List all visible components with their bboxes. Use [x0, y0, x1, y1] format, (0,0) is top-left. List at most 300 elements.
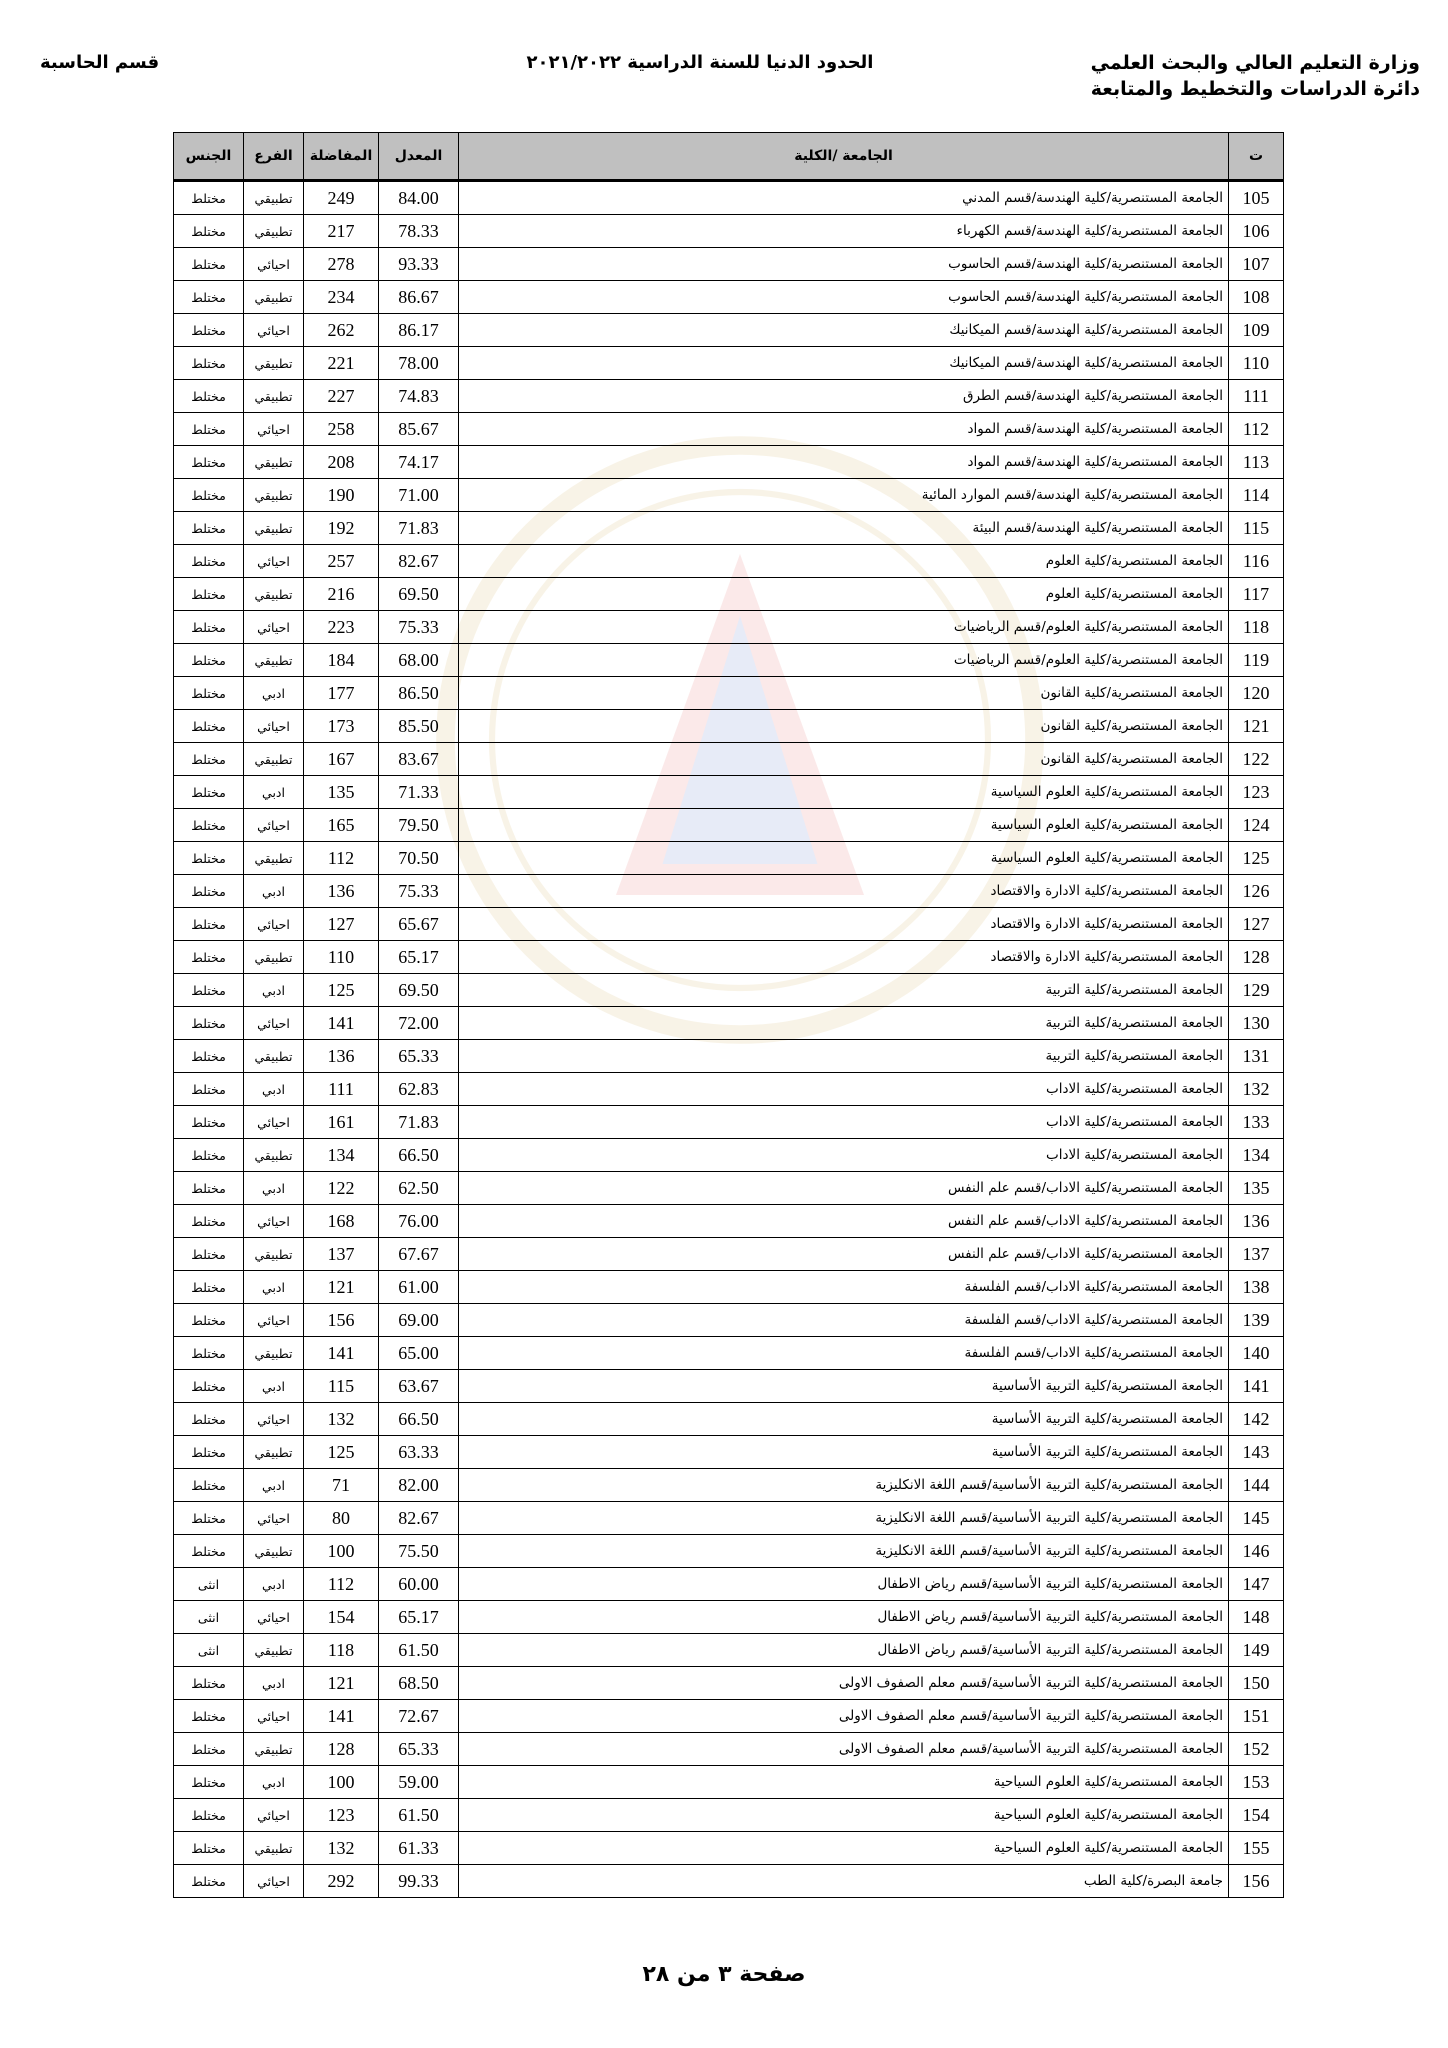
row-gender: مختلط	[174, 908, 244, 941]
row-university: الجامعة المستنصرية/كلية التربية الأساسية	[459, 1403, 1229, 1436]
admissions-table-wrapper	[173, 132, 1283, 1898]
row-university: الجامعة المستنصرية/كلية التربية	[459, 974, 1229, 1007]
row-index: 141	[1229, 1370, 1284, 1403]
row-index: 105	[1229, 181, 1284, 215]
row-preference: 223	[304, 611, 379, 644]
table-row	[174, 347, 1284, 380]
row-branch: تطبيقي	[244, 941, 304, 974]
table-row	[174, 710, 1284, 743]
row-university: الجامعة المستنصرية/كلية التربية	[459, 1007, 1229, 1040]
row-index: 132	[1229, 1073, 1284, 1106]
row-index: 111	[1229, 380, 1284, 413]
row-index: 134	[1229, 1139, 1284, 1172]
row-university: الجامعة المستنصرية/كلية الهندسة/قسم المواد	[459, 446, 1229, 479]
table-row	[174, 1733, 1284, 1766]
row-branch: ادبي	[244, 1766, 304, 1799]
row-average: 59.00	[379, 1766, 459, 1799]
table-row	[174, 512, 1284, 545]
row-preference: 192	[304, 512, 379, 545]
row-index: 114	[1229, 479, 1284, 512]
table-row	[174, 1535, 1284, 1568]
row-preference: 134	[304, 1139, 379, 1172]
row-preference: 278	[304, 248, 379, 281]
row-average: 66.50	[379, 1139, 459, 1172]
row-preference: 121	[304, 1667, 379, 1700]
row-preference: 127	[304, 908, 379, 941]
row-university: الجامعة المستنصرية/كلية الادارة والاقتصاد	[459, 908, 1229, 941]
row-branch: احيائي	[244, 1601, 304, 1634]
row-branch: تطبيقي	[244, 1832, 304, 1865]
row-branch: احيائي	[244, 908, 304, 941]
row-index: 139	[1229, 1304, 1284, 1337]
row-gender: مختلط	[174, 479, 244, 512]
row-preference: 173	[304, 710, 379, 743]
row-university: الجامعة المستنصرية/كلية الهندسة/قسم الطرق	[459, 380, 1229, 413]
col-header-gender: الجنس	[174, 133, 244, 181]
row-university: الجامعة المستنصرية/كلية الهندسة/قسم الموارد المائية	[459, 479, 1229, 512]
row-average: 82.67	[379, 545, 459, 578]
row-preference: 136	[304, 1040, 379, 1073]
row-preference: 141	[304, 1700, 379, 1733]
row-index: 151	[1229, 1700, 1284, 1733]
row-gender: مختلط	[174, 1766, 244, 1799]
row-university: الجامعة المستنصرية/كلية الاداب/قسم الفلسفة	[459, 1271, 1229, 1304]
row-average: 82.00	[379, 1469, 459, 1502]
row-gender: مختلط	[174, 1304, 244, 1337]
row-branch: تطبيقي	[244, 842, 304, 875]
row-branch: تطبيقي	[244, 1040, 304, 1073]
row-average: 99.33	[379, 1865, 459, 1898]
row-university: الجامعة المستنصرية/كلية العلوم السياحية	[459, 1766, 1229, 1799]
row-average: 84.00	[379, 181, 459, 215]
row-average: 85.50	[379, 710, 459, 743]
row-preference: 136	[304, 875, 379, 908]
table-row	[174, 743, 1284, 776]
row-university: الجامعة المستنصرية/كلية الاداب/قسم الفلسفة	[459, 1337, 1229, 1370]
row-university: الجامعة المستنصرية/كلية الهندسة/قسم الحاسوب	[459, 281, 1229, 314]
row-average: 78.33	[379, 215, 459, 248]
row-branch: احيائي	[244, 1205, 304, 1238]
row-university: الجامعة المستنصرية/كلية الاداب/قسم علم النفس	[459, 1205, 1229, 1238]
row-branch: ادبي	[244, 1073, 304, 1106]
row-average: 63.67	[379, 1370, 459, 1403]
row-gender: مختلط	[174, 578, 244, 611]
row-gender: مختلط	[174, 743, 244, 776]
table-row	[174, 248, 1284, 281]
table-row	[174, 1601, 1284, 1634]
row-average: 74.17	[379, 446, 459, 479]
row-preference: 121	[304, 1271, 379, 1304]
table-row	[174, 1172, 1284, 1205]
row-gender: مختلط	[174, 611, 244, 644]
row-index: 153	[1229, 1766, 1284, 1799]
row-gender: مختلط	[174, 1832, 244, 1865]
row-university: الجامعة المستنصرية/كلية التربية الأساسية/قسم معلم الصفوف الاولى	[459, 1700, 1229, 1733]
row-index: 109	[1229, 314, 1284, 347]
row-university: الجامعة المستنصرية/كلية العلوم السياحية	[459, 1799, 1229, 1832]
row-branch: ادبي	[244, 974, 304, 1007]
row-average: 86.50	[379, 677, 459, 710]
row-gender: انثى	[174, 1601, 244, 1634]
row-average: 61.00	[379, 1271, 459, 1304]
table-row	[174, 281, 1284, 314]
document-title: الحدود الدنيا للسنة الدراسية ٢٠٢١/٢٠٢٢	[526, 52, 874, 73]
row-index: 146	[1229, 1535, 1284, 1568]
row-preference: 122	[304, 1172, 379, 1205]
row-index: 138	[1229, 1271, 1284, 1304]
row-branch: ادبي	[244, 1271, 304, 1304]
table-header-row	[174, 133, 1284, 181]
row-branch: تطبيقي	[244, 644, 304, 677]
col-header-university: الجامعة /الكلية	[459, 133, 1229, 181]
row-university: الجامعة المستنصرية/كلية الاداب	[459, 1073, 1229, 1106]
table-row	[174, 1832, 1284, 1865]
table-row	[174, 1799, 1284, 1832]
row-preference: 262	[304, 314, 379, 347]
row-branch: تطبيقي	[244, 1535, 304, 1568]
row-gender: مختلط	[174, 644, 244, 677]
table-row	[174, 1568, 1284, 1601]
row-gender: مختلط	[174, 1205, 244, 1238]
table-row	[174, 215, 1284, 248]
row-branch: ادبي	[244, 1667, 304, 1700]
row-gender: مختلط	[174, 1733, 244, 1766]
row-average: 78.00	[379, 347, 459, 380]
row-university: الجامعة المستنصرية/كلية التربية الأساسية/قسم اللغة الانكليزية	[459, 1469, 1229, 1502]
row-branch: تطبيقي	[244, 578, 304, 611]
row-average: 65.67	[379, 908, 459, 941]
row-university: الجامعة المستنصرية/كلية الاداب/قسم الفلسفة	[459, 1304, 1229, 1337]
row-index: 120	[1229, 677, 1284, 710]
row-preference: 168	[304, 1205, 379, 1238]
row-gender: مختلط	[174, 842, 244, 875]
row-university: الجامعة المستنصرية/كلية العلوم السياسية	[459, 809, 1229, 842]
table-row	[174, 1502, 1284, 1535]
row-gender: مختلط	[174, 1271, 244, 1304]
row-university: الجامعة المستنصرية/كلية الهندسة/قسم الكهرباء	[459, 215, 1229, 248]
section-name: قسم الحاسبة	[40, 52, 160, 73]
row-preference: 208	[304, 446, 379, 479]
row-average: 76.00	[379, 1205, 459, 1238]
row-university: الجامعة المستنصرية/كلية الهندسة/قسم الميكانيك	[459, 314, 1229, 347]
row-gender: مختلط	[174, 215, 244, 248]
row-branch: احيائي	[244, 1502, 304, 1535]
row-gender: مختلط	[174, 1469, 244, 1502]
row-average: 69.00	[379, 1304, 459, 1337]
row-gender: مختلط	[174, 1238, 244, 1271]
row-branch: ادبي	[244, 1172, 304, 1205]
row-gender: مختلط	[174, 181, 244, 215]
table-row	[174, 1370, 1284, 1403]
col-header-preference: المفاضلة	[304, 133, 379, 181]
row-preference: 292	[304, 1865, 379, 1898]
row-gender: مختلط	[174, 809, 244, 842]
row-university: الجامعة المستنصرية/كلية الهندسة/قسم الحاسوب	[459, 248, 1229, 281]
row-average: 72.67	[379, 1700, 459, 1733]
table-row	[174, 446, 1284, 479]
row-university: الجامعة المستنصرية/كلية التربية الأساسية/قسم معلم الصفوف الاولى	[459, 1667, 1229, 1700]
row-index: 143	[1229, 1436, 1284, 1469]
row-branch: احيائي	[244, 1799, 304, 1832]
row-average: 65.00	[379, 1337, 459, 1370]
table-row	[174, 809, 1284, 842]
row-university: الجامعة المستنصرية/كلية الهندسة/قسم المواد	[459, 413, 1229, 446]
table-row	[174, 479, 1284, 512]
row-average: 74.83	[379, 380, 459, 413]
row-university: الجامعة المستنصرية/كلية الاداب	[459, 1139, 1229, 1172]
row-index: 125	[1229, 842, 1284, 875]
row-index: 107	[1229, 248, 1284, 281]
row-average: 86.17	[379, 314, 459, 347]
row-index: 123	[1229, 776, 1284, 809]
row-university: الجامعة المستنصرية/كلية التربية الأساسية/قسم معلم الصفوف الاولى	[459, 1733, 1229, 1766]
row-university: الجامعة المستنصرية/كلية الاداب/قسم علم النفس	[459, 1238, 1229, 1271]
row-preference: 80	[304, 1502, 379, 1535]
row-index: 150	[1229, 1667, 1284, 1700]
row-branch: احيائي	[244, 248, 304, 281]
row-preference: 115	[304, 1370, 379, 1403]
row-index: 113	[1229, 446, 1284, 479]
row-preference: 132	[304, 1403, 379, 1436]
row-index: 119	[1229, 644, 1284, 677]
row-preference: 110	[304, 941, 379, 974]
row-index: 147	[1229, 1568, 1284, 1601]
row-average: 68.00	[379, 644, 459, 677]
row-index: 137	[1229, 1238, 1284, 1271]
row-preference: 161	[304, 1106, 379, 1139]
row-branch: تطبيقي	[244, 1733, 304, 1766]
row-gender: مختلط	[174, 380, 244, 413]
row-university: الجامعة المستنصرية/كلية العلوم السياسية	[459, 776, 1229, 809]
row-gender: مختلط	[174, 1436, 244, 1469]
table-row	[174, 545, 1284, 578]
row-university: الجامعة المستنصرية/كلية القانون	[459, 743, 1229, 776]
row-index: 126	[1229, 875, 1284, 908]
row-gender: انثى	[174, 1634, 244, 1667]
row-average: 65.17	[379, 941, 459, 974]
row-gender: مختلط	[174, 1799, 244, 1832]
row-preference: 184	[304, 644, 379, 677]
row-university: الجامعة المستنصرية/كلية التربية الأساسية	[459, 1370, 1229, 1403]
row-branch: تطبيقي	[244, 347, 304, 380]
row-branch: ادبي	[244, 1370, 304, 1403]
row-average: 61.33	[379, 1832, 459, 1865]
row-average: 65.33	[379, 1733, 459, 1766]
row-average: 86.67	[379, 281, 459, 314]
table-row	[174, 1205, 1284, 1238]
table-row	[174, 677, 1284, 710]
table-row	[174, 611, 1284, 644]
row-gender: مختلط	[174, 1535, 244, 1568]
row-gender: مختلط	[174, 545, 244, 578]
row-branch: تطبيقي	[244, 181, 304, 215]
table-row	[174, 1667, 1284, 1700]
table-row	[174, 1073, 1284, 1106]
table-row	[174, 413, 1284, 446]
row-branch: احيائي	[244, 611, 304, 644]
row-index: 110	[1229, 347, 1284, 380]
row-university: الجامعة المستنصرية/كلية القانون	[459, 710, 1229, 743]
row-branch: ادبي	[244, 875, 304, 908]
row-index: 115	[1229, 512, 1284, 545]
row-gender: مختلط	[174, 1007, 244, 1040]
page-number: صفحة ٣ من ٢٨	[642, 1962, 806, 1987]
row-branch: احيائي	[244, 1106, 304, 1139]
table-row	[174, 1766, 1284, 1799]
row-preference: 216	[304, 578, 379, 611]
row-index: 152	[1229, 1733, 1284, 1766]
row-preference: 137	[304, 1238, 379, 1271]
row-average: 65.33	[379, 1040, 459, 1073]
row-university: الجامعة المستنصرية/كلية الهندسة/قسم البيئة	[459, 512, 1229, 545]
row-gender: مختلط	[174, 512, 244, 545]
row-average: 67.67	[379, 1238, 459, 1271]
row-preference: 112	[304, 1568, 379, 1601]
header-ministry-block	[980, 50, 1420, 102]
department-name: دائرة الدراسات والتخطيط والمتابعة	[1090, 78, 1420, 100]
row-average: 66.50	[379, 1403, 459, 1436]
row-gender: مختلط	[174, 1337, 244, 1370]
row-average: 85.67	[379, 413, 459, 446]
table-row	[174, 1469, 1284, 1502]
row-index: 108	[1229, 281, 1284, 314]
row-preference: 156	[304, 1304, 379, 1337]
row-index: 156	[1229, 1865, 1284, 1898]
row-preference: 141	[304, 1007, 379, 1040]
row-university: الجامعة المستنصرية/كلية التربية الأساسية/قسم رياض الاطفال	[459, 1568, 1229, 1601]
row-branch: ادبي	[244, 1469, 304, 1502]
table-row	[174, 1007, 1284, 1040]
row-branch: ادبي	[244, 776, 304, 809]
row-gender: مختلط	[174, 281, 244, 314]
row-index: 116	[1229, 545, 1284, 578]
row-preference: 125	[304, 974, 379, 1007]
row-branch: تطبيقي	[244, 1337, 304, 1370]
row-university: الجامعة المستنصرية/كلية العلوم/قسم الرياضيات	[459, 611, 1229, 644]
row-index: 145	[1229, 1502, 1284, 1535]
table-row	[174, 1337, 1284, 1370]
row-preference: 190	[304, 479, 379, 512]
row-gender: مختلط	[174, 1667, 244, 1700]
row-index: 144	[1229, 1469, 1284, 1502]
row-university: الجامعة المستنصرية/كلية العلوم السياحية	[459, 1832, 1229, 1865]
row-index: 118	[1229, 611, 1284, 644]
row-index: 149	[1229, 1634, 1284, 1667]
row-index: 154	[1229, 1799, 1284, 1832]
row-preference: 165	[304, 809, 379, 842]
row-gender: مختلط	[174, 1106, 244, 1139]
row-university: الجامعة المستنصرية/كلية العلوم	[459, 578, 1229, 611]
row-gender: مختلط	[174, 314, 244, 347]
row-average: 83.67	[379, 743, 459, 776]
row-university: الجامعة المستنصرية/كلية التربية	[459, 1040, 1229, 1073]
row-branch: احيائي	[244, 1865, 304, 1898]
row-university: الجامعة المستنصرية/كلية العلوم السياسية	[459, 842, 1229, 875]
row-index: 124	[1229, 809, 1284, 842]
row-gender: مختلط	[174, 1865, 244, 1898]
row-index: 131	[1229, 1040, 1284, 1073]
row-index: 127	[1229, 908, 1284, 941]
table-row	[174, 1106, 1284, 1139]
table-row	[174, 941, 1284, 974]
table-row	[174, 1139, 1284, 1172]
row-gender: مختلط	[174, 248, 244, 281]
row-preference: 249	[304, 181, 379, 215]
row-university: الجامعة المستنصرية/كلية العلوم/قسم الرياضيات	[459, 644, 1229, 677]
row-branch: احيائي	[244, 1304, 304, 1337]
row-branch: تطبيقي	[244, 1436, 304, 1469]
table-row	[174, 314, 1284, 347]
row-average: 71.00	[379, 479, 459, 512]
row-average: 65.17	[379, 1601, 459, 1634]
row-preference: 112	[304, 842, 379, 875]
row-branch: احيائي	[244, 413, 304, 446]
row-gender: مختلط	[174, 710, 244, 743]
table-row	[174, 842, 1284, 875]
row-preference: 118	[304, 1634, 379, 1667]
table-row	[174, 1403, 1284, 1436]
row-gender: مختلط	[174, 1370, 244, 1403]
row-index: 133	[1229, 1106, 1284, 1139]
row-branch: تطبيقي	[244, 479, 304, 512]
row-preference: 128	[304, 1733, 379, 1766]
ministry-name: وزارة التعليم العالي والبحث العلمي	[1090, 52, 1420, 74]
row-branch: تطبيقي	[244, 1139, 304, 1172]
row-branch: تطبيقي	[244, 1634, 304, 1667]
row-average: 61.50	[379, 1634, 459, 1667]
row-gender: مختلط	[174, 1139, 244, 1172]
row-average: 68.50	[379, 1667, 459, 1700]
table-body	[174, 181, 1284, 1898]
row-gender: مختلط	[174, 1172, 244, 1205]
row-average: 69.50	[379, 578, 459, 611]
table-row	[174, 1436, 1284, 1469]
row-branch: تطبيقي	[244, 281, 304, 314]
row-preference: 227	[304, 380, 379, 413]
row-average: 61.50	[379, 1799, 459, 1832]
table-row	[174, 1304, 1284, 1337]
admissions-table	[173, 132, 1284, 1898]
row-branch: احيائي	[244, 1403, 304, 1436]
row-index: 106	[1229, 215, 1284, 248]
row-average: 82.67	[379, 1502, 459, 1535]
row-preference: 100	[304, 1766, 379, 1799]
row-index: 140	[1229, 1337, 1284, 1370]
row-gender: مختلط	[174, 677, 244, 710]
row-preference: 221	[304, 347, 379, 380]
table-row	[174, 1238, 1284, 1271]
row-branch: تطبيقي	[244, 512, 304, 545]
row-preference: 123	[304, 1799, 379, 1832]
row-gender: مختلط	[174, 1040, 244, 1073]
row-preference: 258	[304, 413, 379, 446]
table-row	[174, 644, 1284, 677]
row-branch: احيائي	[244, 809, 304, 842]
row-index: 136	[1229, 1205, 1284, 1238]
row-preference: 234	[304, 281, 379, 314]
row-preference: 257	[304, 545, 379, 578]
row-university: الجامعة المستنصرية/كلية الهندسة/قسم المدني	[459, 181, 1229, 215]
row-average: 63.33	[379, 1436, 459, 1469]
row-university: الجامعة المستنصرية/كلية الادارة والاقتصاد	[459, 875, 1229, 908]
row-preference: 111	[304, 1073, 379, 1106]
row-index: 142	[1229, 1403, 1284, 1436]
row-preference: 71	[304, 1469, 379, 1502]
col-header-average: المعدل	[379, 133, 459, 181]
row-index: 112	[1229, 413, 1284, 446]
row-average: 69.50	[379, 974, 459, 1007]
row-average: 75.33	[379, 611, 459, 644]
